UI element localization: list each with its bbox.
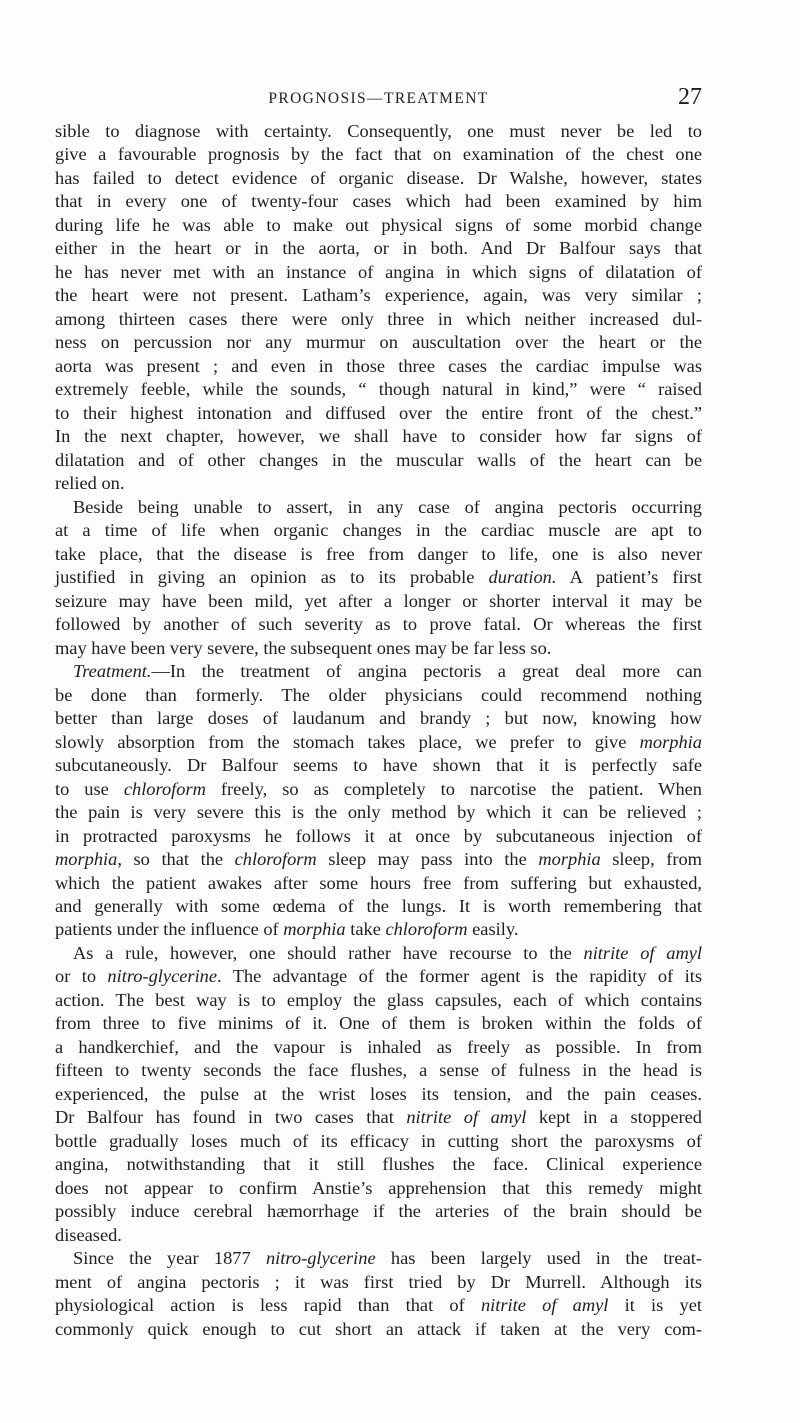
text-line: ness on percussion nor any murmur on auscultation over the heart or the (55, 332, 702, 353)
text-line: physiological action is less rapid than that of nitrite of amyl it is yet (55, 1295, 702, 1316)
text-line: the heart were not present. Latham’s experience, again, was very similar ; (55, 285, 702, 306)
page-number: 27 (678, 84, 702, 110)
running-title: PROGNOSIS—TREATMENT (268, 90, 489, 107)
text-line: subcutaneously. Dr Balfour seems to have shown that it is perfectly safe (55, 755, 702, 776)
body-text (55, 120, 702, 1341)
text-line: Dr Balfour has found in two cases that nitrite of amyl kept in a stoppered (55, 1107, 703, 1128)
text-line: possibly induce cerebral hæmorrhage if the arteries of the brain should be (55, 1201, 702, 1222)
text-line: which the patient awakes after some hours free from suffering but exhausted, (55, 872, 702, 893)
text-line: the pain is very severe this is the only method by which it can be relieved ; (55, 802, 702, 823)
text-line: sible to diagnose with certainty. Consequently, one must never be led to (55, 121, 702, 141)
text-line: commonly quick enough to cut short an attack if taken at the very com- (55, 1318, 702, 1339)
text-line: in protracted paroxysms he follows it at once by subcutaneous injection of (55, 825, 702, 846)
text-line: either in the heart or in the aorta, or in both. And Dr Balfour says that (55, 238, 702, 259)
text-line: seizure may have been mild, yet after a longer or shorter interval it may be (55, 590, 702, 611)
italic-term: nitro-glycerine (107, 966, 218, 987)
italic-term: morphia (538, 849, 601, 870)
text-line: that in every one of twenty-four cases which had been examined by him (55, 191, 702, 212)
text-line: he has never met with an instance of angina in which signs of dilatation of (55, 261, 702, 282)
text-line: among thirteen cases there were only three in which neither increased dul- (55, 308, 702, 329)
text-line: bottle gradually loses much of its efficacy in cutting short the paroxysms of (55, 1130, 702, 1151)
italic-term: morphia (283, 919, 346, 940)
text-line: angina, notwithstanding that it still flushes the face. Clinical experience (55, 1154, 702, 1175)
text-line: action. The best way is to employ the glass capsules, each of which contains (55, 989, 702, 1010)
text-line: aorta was present ; and even in those three cases the cardiac impulse was (55, 355, 702, 376)
text-line: a handkerchief, and the vapour is inhaled as freely as possible. In from (55, 1036, 702, 1057)
text-line: justified in giving an opinion as to its probable duration. A patient’s first (55, 567, 702, 588)
text-line: As a rule, however, one should rather have recourse to the nitrite of amyl (73, 942, 703, 963)
italic-term: nitrite of amyl (406, 1107, 527, 1128)
text-line: from three to five minims of it. One of them is broken within the folds of (55, 1013, 702, 1034)
italic-term: morphia (55, 849, 118, 870)
text-line: dilatation and of other changes in the muscular walls of the heart can be (55, 449, 702, 470)
italic-term: nitro-glycerine (265, 1248, 376, 1269)
text-line: patients under the influence of morphia take chloroform easily. (55, 919, 519, 940)
italic-term: morphia (639, 731, 702, 752)
italic-term: Treatment. (73, 661, 152, 682)
text-line: slowly absorption from the stomach takes place, we prefer to give morphia (55, 731, 702, 752)
text-line: has failed to detect evidence of organic disease. Dr Walshe, however, states (55, 167, 702, 188)
text-line: ment of angina pectoris ; it was first tried by Dr Murrell. Although its (55, 1271, 702, 1292)
italic-term: chloroform (385, 919, 468, 940)
text-line: better than large doses of laudanum and brandy ; but now, knowing how (55, 708, 702, 729)
text-line: at a time of life when organic changes in the cardiac muscle are apt to (55, 520, 702, 541)
italic-term: chloroform (234, 849, 317, 870)
italic-term: chloroform (123, 778, 206, 799)
text-line: extremely feeble, while the sounds, “ though natural in kind,” were “ raised (55, 379, 702, 400)
text-line: Beside being unable to assert, in any case of angina pectoris occurring (73, 496, 702, 517)
text-line: during life he was able to make out physical signs of some morbid change (55, 214, 702, 235)
italic-term: duration. (488, 567, 557, 588)
text-line: or to nitro-glycerine. The advantage of the former agent is the rapidity of its (55, 966, 702, 987)
text-line: to their highest intonation and diffused over the entire front of the chest.” (55, 402, 702, 423)
italic-term: nitrite of amyl (480, 1295, 609, 1316)
text-line: give a favourable prognosis by the fact that on examination of the chest one (55, 144, 702, 165)
text-line: Since the year 1877 nitro-glycerine has been largely used in the treat- (73, 1248, 702, 1269)
text-line: fifteen to twenty seconds the face flushes, a sense of fulness in the head is (55, 1060, 702, 1081)
text-line: relied on. (55, 473, 125, 494)
text-line: take place, that the disease is free from danger to life, one is also never (55, 543, 702, 564)
text-line: to use chloroform freely, so as completely to narcotise the patient. When (55, 778, 703, 799)
running-head (55, 84, 702, 112)
text-line: and generally with some œdema of the lungs. It is worth remembering that (55, 895, 702, 916)
text-line: diseased. (55, 1224, 122, 1245)
italic-term: nitrite of amyl (583, 942, 703, 963)
text-line: Treatment.—In the treatment of angina pectoris a great deal more can (73, 661, 702, 682)
text-line: be done than formerly. The older physicians could recommend nothing (55, 684, 702, 705)
text-line: followed by another of such severity as to prove fatal. Or whereas the first (55, 614, 702, 635)
text-line: experienced, the pulse at the wrist loses its tension, and the pain ceases. (55, 1083, 702, 1104)
text-line: In the next chapter, however, we shall have to consider how far signs of (55, 426, 702, 447)
text-line: morphia, so that the chloroform sleep may pass into the morphia sleep, from (55, 849, 702, 870)
text-line: does not appear to confirm Anstie’s apprehension that this remedy might (55, 1177, 702, 1198)
text-line: may have been very severe, the subsequent ones may be far less so. (55, 637, 552, 658)
